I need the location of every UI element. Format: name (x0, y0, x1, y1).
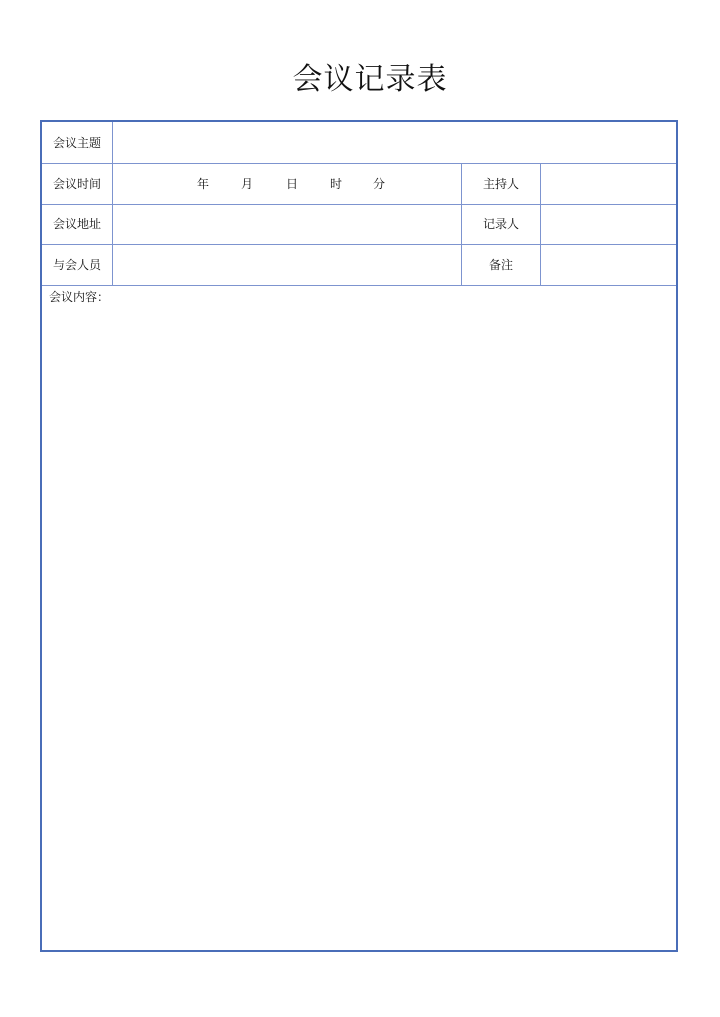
topic-value-field[interactable] (113, 122, 676, 163)
recorder-value-field[interactable] (541, 204, 676, 244)
minute-unit: 分 (372, 176, 385, 191)
time-label: 会议时间 (52, 176, 101, 191)
topic-label: 会议主题 (52, 135, 101, 150)
recorder-label: 记录人 (482, 217, 519, 231)
attendees-value-field[interactable] (113, 244, 461, 285)
content-label: 会议内容： (49, 290, 110, 304)
page-title: 会议记录表 (292, 62, 448, 97)
notes-value-field[interactable] (541, 244, 676, 285)
hour-unit: 时 (329, 176, 342, 191)
host-label: 主持人 (482, 176, 519, 191)
month-unit: 月 (240, 176, 253, 191)
meeting-record-form (40, 120, 678, 952)
location-value-field[interactable] (113, 204, 461, 244)
year-unit: 年 (196, 176, 209, 191)
host-value-field[interactable] (541, 163, 676, 204)
attendees-label: 与会人员 (52, 257, 101, 272)
day-unit: 日 (285, 176, 298, 191)
notes-label: 备注 (488, 257, 513, 272)
content-text-area[interactable] (42, 286, 676, 950)
time-value-field[interactable] (113, 163, 461, 204)
location-label: 会议地址 (52, 217, 101, 231)
